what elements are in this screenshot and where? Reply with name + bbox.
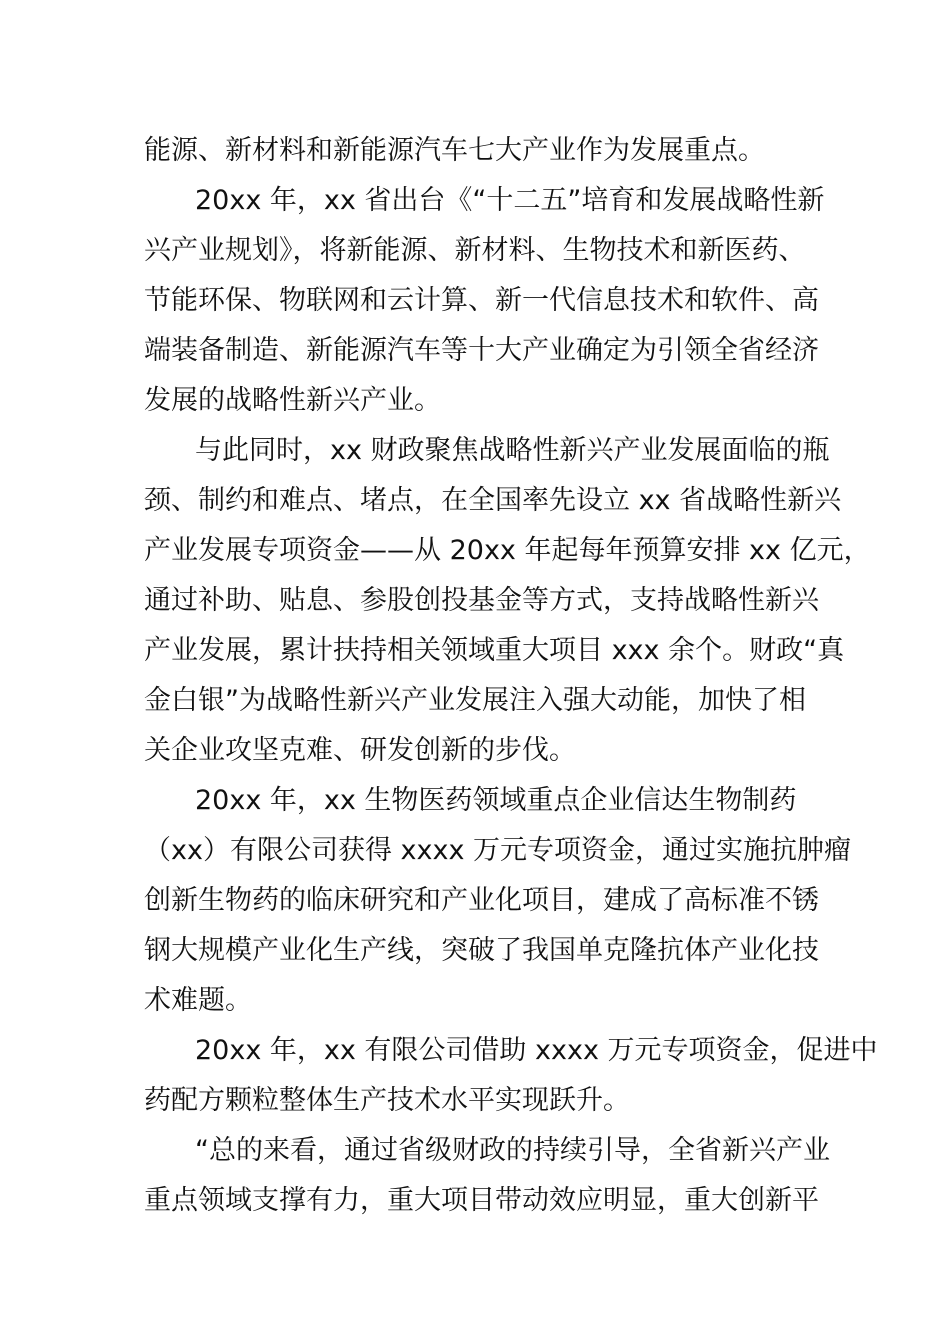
text-line: 金白银”为战略性新兴产业发展注入强大动能，加快了相 xyxy=(144,685,806,716)
paragraph-first-line: 20xx 年，xx 有限公司借助 xxxx 万元专项资金，促进中 xyxy=(195,1035,878,1066)
paragraph-first-line: 与此同时，xx 财政聚焦战略性新兴产业发展面临的瓶 xyxy=(195,435,830,466)
text-line: 重点领域支撑有力，重大项目带动效应明显，重大创新平 xyxy=(144,1185,819,1216)
text-line: 兴产业规划》，将新能源、新材料、生物技术和新医药、 xyxy=(144,235,806,266)
text-line: 关企业攻坚克难、研发创新的步伐。 xyxy=(144,735,576,766)
text-line: （xx）有限公司获得 xxxx 万元专项资金，通过实施抗肿瘤 xyxy=(144,835,852,866)
text-line: 能源、新材料和新能源汽车七大产业作为发展重点。 xyxy=(144,135,765,166)
paragraph-first-line: 20xx 年，xx 省出台《“十二五”培育和发展战略性新 xyxy=(195,185,825,216)
text-line: 通过补助、贴息、参股创投基金等方式，支持战略性新兴 xyxy=(144,585,819,616)
text-line: 钢大规模产业化生产线，突破了我国单克隆抗体产业化技 xyxy=(144,935,819,966)
text-line: 端装备制造、新能源汽车等十大产业确定为引领全省经济 xyxy=(144,335,819,366)
text-line: 产业发展专项资金——从 20xx 年起每年预算安排 xx 亿元， xyxy=(144,535,871,566)
paragraph-first-line: “总的来看，通过省级财政的持续引导，全省新兴产业 xyxy=(195,1135,830,1166)
paragraph-first-line: 20xx 年，xx 生物医药领域重点企业信达生物制药 xyxy=(195,785,797,816)
text-line: 颈、制约和难点、堵点，在全国率先设立 xx 省战略性新兴 xyxy=(144,485,842,516)
text-line: 产业发展，累计扶持相关领域重大项目 xxx 余个。财政“真 xyxy=(144,635,845,666)
text-line: 发展的战略性新兴产业。 xyxy=(144,385,441,416)
text-line: 节能环保、物联网和云计算、新一代信息技术和软件、高 xyxy=(144,285,819,316)
text-line: 术难题。 xyxy=(144,985,252,1016)
text-line: 创新生物药的临床研究和产业化项目，建成了高标准不锈 xyxy=(144,885,819,916)
text-line: 药配方颗粒整体生产技术水平实现跃升。 xyxy=(144,1085,630,1116)
